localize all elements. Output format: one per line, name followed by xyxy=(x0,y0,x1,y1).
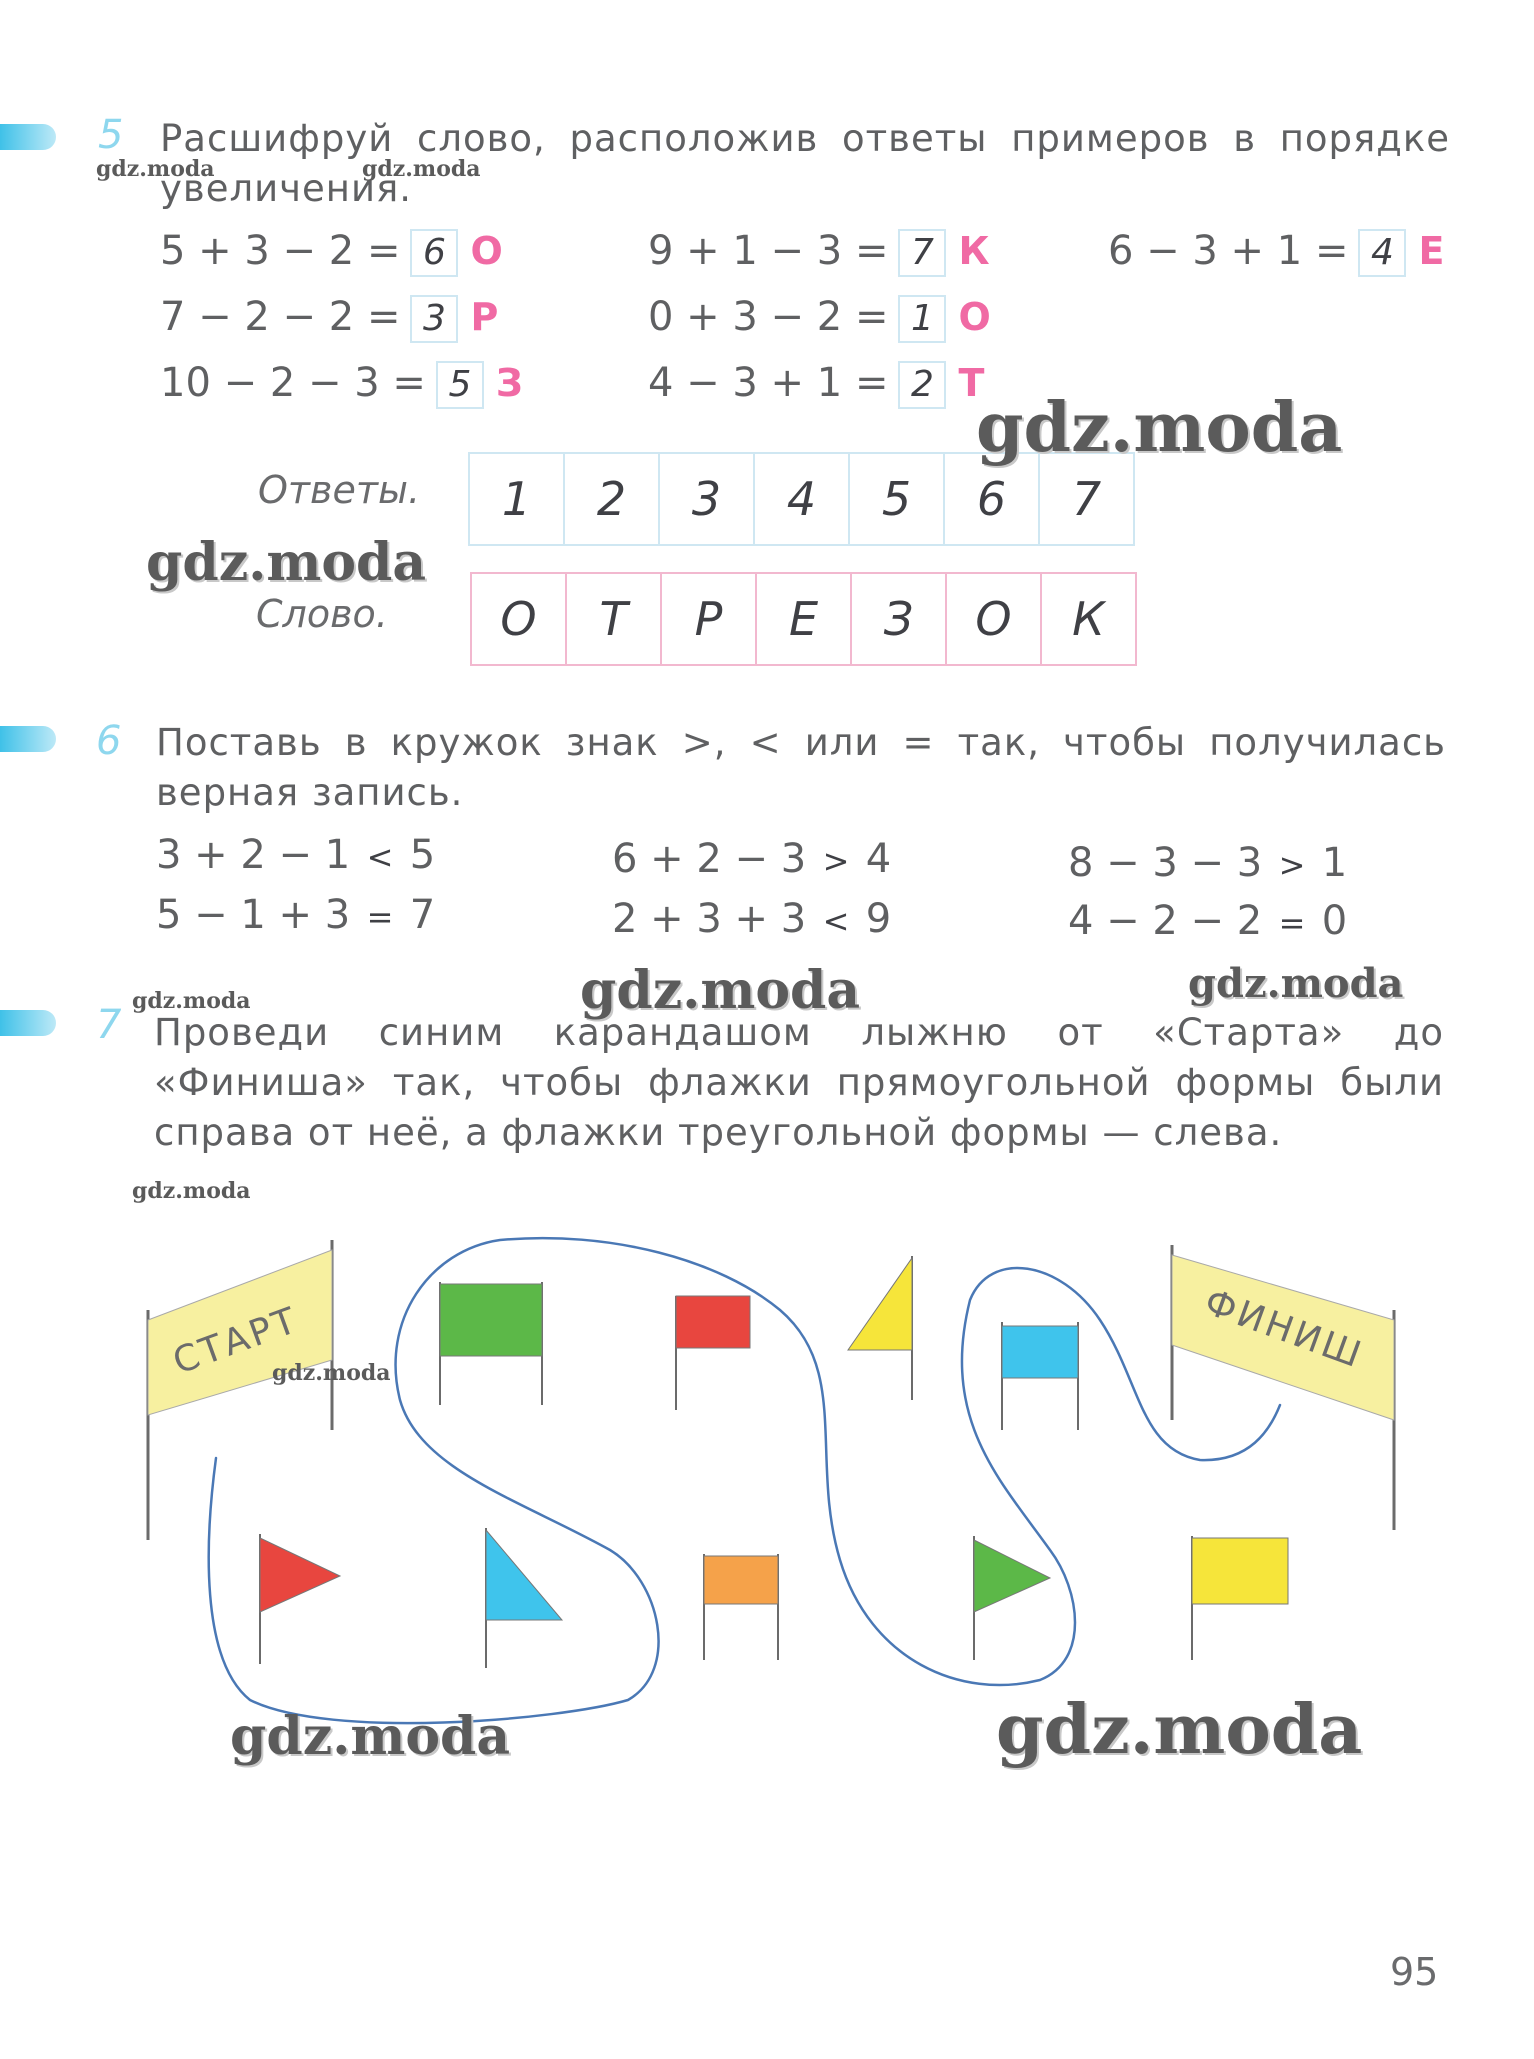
start-label: СТАРТ xyxy=(167,1299,305,1383)
watermark: gdz.moda xyxy=(96,156,215,182)
answer-box[interactable]: 3 xyxy=(410,295,458,343)
word-cell[interactable]: З xyxy=(850,572,947,666)
answer-cell[interactable]: 1 xyxy=(468,452,565,546)
flag-cyan-triangle xyxy=(486,1528,562,1668)
compare-6: 4 − 2 − 2 = 0 xyxy=(1068,898,1348,944)
task-5-text: Расшифруй слово, расположив ответы примеров в порядке увеличения. xyxy=(160,117,1450,210)
comparison-circle[interactable]: > xyxy=(822,842,850,880)
page-number: 95 xyxy=(1390,1950,1439,1994)
word-cell[interactable]: О xyxy=(945,572,1042,666)
watermark: gdz.moda xyxy=(146,532,427,593)
finish-gate xyxy=(1172,1245,1394,1530)
watermark: gdz.moda xyxy=(132,1178,251,1204)
compare-4: 2 + 3 + 3 < 9 xyxy=(612,896,892,942)
answer-cell[interactable]: 2 xyxy=(563,452,660,546)
watermark: gdz.moda xyxy=(996,1690,1363,1770)
flag-cyan-rect xyxy=(1002,1322,1078,1430)
word-cell[interactable]: Т xyxy=(565,572,662,666)
task-6-text: Поставь в кружок знак >, < или = так, чтобы получилась верная запись. xyxy=(156,721,1446,814)
start-gate xyxy=(148,1240,332,1540)
flag-orange-rect xyxy=(704,1554,778,1660)
example-7: 6 − 3 + 1 = 4 Е xyxy=(1108,228,1444,277)
answers-label: Ответы. xyxy=(258,468,421,512)
answer-cell[interactable]: 5 xyxy=(848,452,945,546)
example-6: 4 − 3 + 1 = 2 Т xyxy=(648,360,984,409)
comparison-circle[interactable]: < xyxy=(822,902,850,940)
answer-box[interactable]: 4 xyxy=(1358,229,1406,277)
watermark: gdz.moda xyxy=(272,1360,391,1386)
watermark: gdz.moda xyxy=(132,988,251,1014)
answer-cell[interactable]: 6 xyxy=(943,452,1040,546)
flag-red-rect xyxy=(676,1296,750,1410)
watermark: gdz.moda xyxy=(230,1706,511,1767)
example-5: 0 + 3 − 2 = 1 О xyxy=(648,294,991,343)
answer-cell[interactable]: 7 xyxy=(1038,452,1135,546)
comparison-circle[interactable]: > xyxy=(1278,846,1306,884)
answer-box[interactable]: 5 xyxy=(436,361,484,409)
watermark: gdz.moda xyxy=(1188,960,1404,1007)
example-3: 10 − 2 − 3 = 5 З xyxy=(160,360,523,409)
task-6-number: 6 xyxy=(96,718,122,764)
flag-red-triangle xyxy=(260,1534,340,1664)
answer-box[interactable]: 7 xyxy=(898,229,946,277)
flag-yellow-triangle xyxy=(848,1256,912,1400)
word-cell[interactable]: К xyxy=(1040,572,1137,666)
flag-yellow-rect xyxy=(1192,1536,1288,1660)
comparison-circle[interactable]: = xyxy=(1278,904,1306,942)
compare-5: 8 − 3 − 3 > 1 xyxy=(1068,840,1348,886)
answer-box[interactable]: 2 xyxy=(898,361,946,409)
example-2: 7 − 2 − 2 = 3 Р xyxy=(160,294,498,343)
answer-box[interactable]: 6 xyxy=(410,229,458,277)
example-4: 9 + 1 − 3 = 7 К xyxy=(648,228,990,277)
word-cell[interactable]: Е xyxy=(755,572,852,666)
watermark: gdz.moda xyxy=(580,960,861,1021)
word-cell[interactable]: О xyxy=(470,572,567,666)
flag-green-triangle xyxy=(974,1536,1050,1660)
example-1: 5 + 3 − 2 = 6 О xyxy=(160,228,503,277)
compare-1: 3 + 2 − 1 < 5 xyxy=(156,832,436,878)
comparison-circle[interactable]: < xyxy=(366,838,394,876)
word-cell[interactable]: Р xyxy=(660,572,757,666)
task-7-number: 7 xyxy=(96,1002,122,1048)
watermark: gdz.moda xyxy=(362,156,481,182)
finish-label: ФИНИШ xyxy=(1199,1281,1369,1377)
task-5-number: 5 xyxy=(98,112,124,158)
compare-3: 6 + 2 − 3 > 4 xyxy=(612,836,892,882)
word-label: Слово. xyxy=(256,592,388,636)
flag-green-rect xyxy=(440,1282,542,1405)
watermark: gdz.moda xyxy=(976,388,1343,468)
compare-2: 5 − 1 + 3 = 7 xyxy=(156,892,436,938)
answer-cell[interactable]: 3 xyxy=(658,452,755,546)
answer-cell[interactable]: 4 xyxy=(753,452,850,546)
answer-box[interactable]: 1 xyxy=(898,295,946,343)
comparison-circle[interactable]: = xyxy=(366,898,394,936)
task-7-text: Проведи синим карандашом лыжню от «Старта» до «Финиша» так, чтобы флажки прямоугольной формы были справа от неё, а флажки треугольной формы — слева. xyxy=(154,1011,1444,1154)
